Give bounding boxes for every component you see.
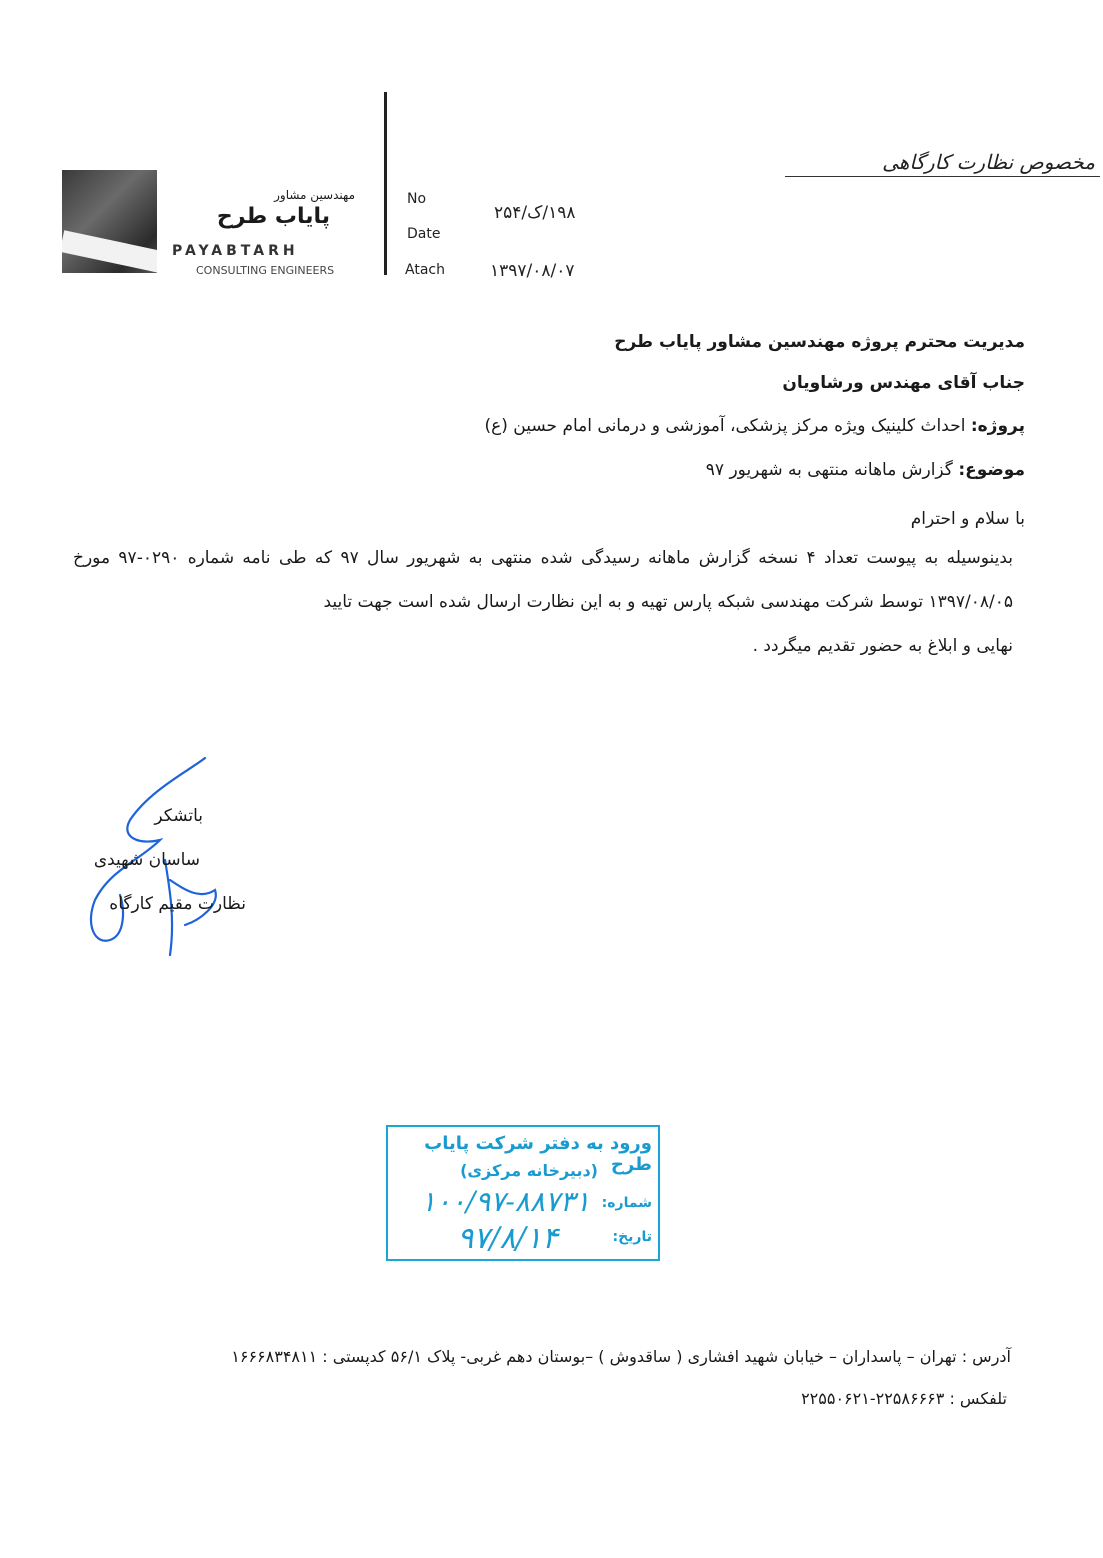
addressee-line-2: جناب آقای مهندس ورشاویان xyxy=(782,373,1025,393)
body-paragraph-end: نهایی و ابلاغ به حضور تقدیم میگردد . xyxy=(752,636,1013,656)
stamp-subtitle: (دبیرخانه مرکزی) xyxy=(460,1161,598,1180)
signatory-role: نظارت مقیم کارگاه xyxy=(109,894,246,914)
project-value: احداث کلینیک ویژه مرکز پزشکی، آموزشی و درمانی امام حسین (ع) xyxy=(484,416,971,436)
subject-label: موضوع: xyxy=(958,460,1025,480)
footer-telfax: تلفکس : ۲۲۵۸۶۶۶۳-۲۲۵۵۰۶۲۱ xyxy=(801,1389,1007,1408)
stamp-date-label: تاریخ: xyxy=(612,1229,652,1245)
body-paragraph: بدینوسیله به پیوست تعداد ۴ نسخه گزارش ماهانه رسیدگی شده منتهی به شهریور سال ۹۷ که طی نامه شماره ۰۲۹۰-۹۷ مورخ ۱۳۹۷/۰۸/۰۵ توسط شرکت مهندسی شبکه پارس تهیه و به این نظارت ارسال شده است جهت تایید xyxy=(73,548,1013,612)
greeting: با سلام و احترام xyxy=(910,509,1025,529)
brand-name-en: PAYABTARH xyxy=(172,243,299,259)
stamp-number-value: ۱۰۰/۹۷-۸۸۷۳۱ xyxy=(420,1185,590,1218)
project-line xyxy=(485,416,1026,436)
top-note: مخصوص نظارت کارگاهی xyxy=(882,150,1095,174)
brand-name-fa: پایاب طرح xyxy=(216,204,330,229)
signatory-name: ساسان شهیدی xyxy=(93,850,200,870)
stamp-date-value: ۹۷/۸/۱۴ xyxy=(457,1221,558,1256)
project-label: پروژه: xyxy=(970,416,1025,436)
brand-subtitle-fa: مهندسین مشاور xyxy=(274,188,355,202)
addressee-line-1: مدیریت محترم پروژه مهندسین مشاور پایاب طرح xyxy=(614,332,1025,352)
footer-address: آدرس : تهران – پاسداران – خیابان شهید افشاری ( ساقدوش ) –بوستان دهم غربی- پلاک ۵۶/۱ کدپستی : ۱۶۶۶۸۳۴۸۱۱ xyxy=(231,1347,1011,1366)
stamp-title: ورود به دفتر شرکت پایاب طرح xyxy=(424,1133,652,1175)
letterhead-divider xyxy=(384,92,387,275)
brand-subtitle-en: CONSULTING ENGINEERS xyxy=(196,264,335,277)
stamp-number-label: شماره: xyxy=(601,1195,652,1211)
logo-stripe xyxy=(62,230,157,273)
meta-number-value: ۱۹۸/ک/۲۵۴ xyxy=(494,203,576,223)
receipt-stamp xyxy=(386,1125,660,1261)
company-logo xyxy=(62,170,157,273)
meta-number-label: No xyxy=(407,191,427,207)
meta-date-value: ۱۳۹۷/۰۸/۰۷ xyxy=(490,261,575,281)
signature-closing: باتشکر xyxy=(154,806,203,826)
subject-value: گزارش ماهانه منتهی به شهریور ۹۷ xyxy=(705,460,959,480)
subject-line xyxy=(706,460,1025,480)
meta-date-label: Date xyxy=(407,226,441,242)
meta-attach-label: Atach xyxy=(405,262,445,278)
top-note-underline xyxy=(785,176,1100,177)
